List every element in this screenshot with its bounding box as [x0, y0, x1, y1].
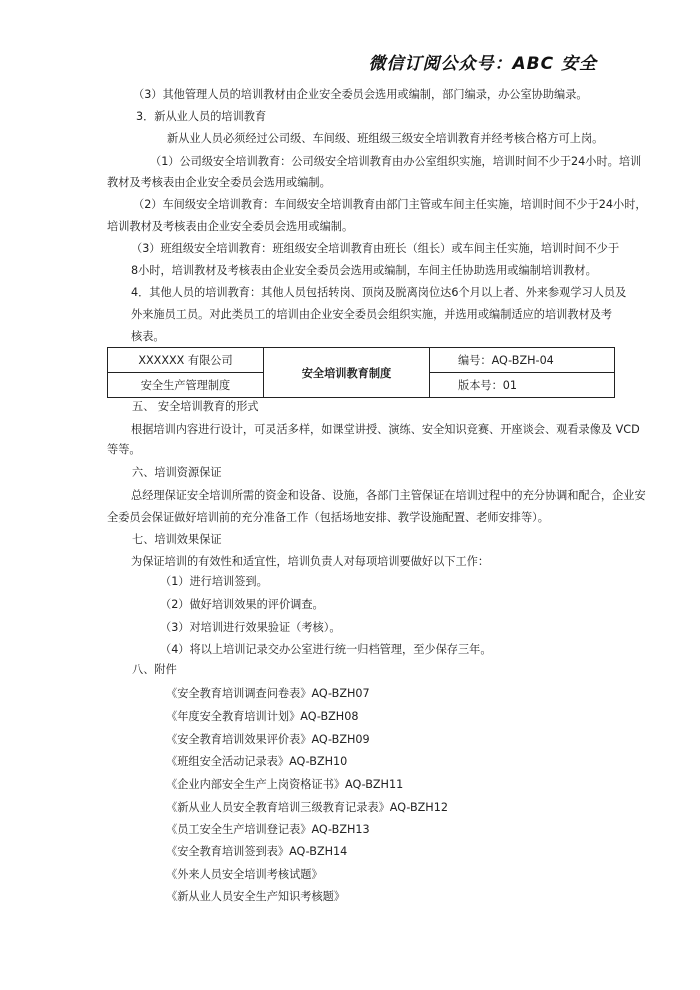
- paragraph-line: 4．其他人员的培训教育：其他人员包括转岗、顶岗及脱离岗位达6个月以上者、外来参观学习人员及: [131, 286, 627, 299]
- attachment-item: 《新从业人员安全教育培训三级教育记录表》AQ-BZH12: [166, 801, 448, 814]
- document-number-cell: 编号：AQ-BZH-04: [430, 348, 615, 373]
- watermark: 微信订阅公众号：ABC 安全: [368, 54, 597, 74]
- list-item: （1）进行培训签到。: [160, 575, 268, 588]
- attachment-item: 《安全教育培训效果评价表》AQ-BZH09: [166, 733, 370, 746]
- paragraph-line: 总经理保证安全培训所需的资金和设备、设施，各部门主管保证在培训过程中的充分协调和配合，企业安: [131, 489, 646, 502]
- version-cell: 版本号：01: [430, 373, 615, 398]
- paragraph-line: 根据培训内容进行设计，可灵活多样，如课堂讲授、演练、安全知识竞赛、开座谈会、观看录像及 VCD: [131, 423, 640, 436]
- list-item: （2）做好培训效果的评价调查。: [160, 598, 324, 611]
- paragraph-line: （1）公司级安全培训教育：公司级安全培训教育由办公室组织实施，培训时间不少于24小时。培训: [150, 155, 642, 168]
- attachment-item: 《安全教育培训调查问卷表》AQ-BZH07: [166, 687, 370, 700]
- section-heading: 五、 安全培训教育的形式: [132, 400, 259, 413]
- paragraph-line: 全委员会保证做好培训前的充分准备工作（包括场地安排、教学设施配置、老师安排等）。: [107, 511, 549, 524]
- section-heading: 七、培训效果保证: [132, 533, 222, 546]
- list-item: （3）对培训进行效果验证（考核）。: [160, 621, 341, 634]
- attachment-item: 《班组安全活动记录表》AQ-BZH10: [166, 755, 348, 768]
- company-cell: XXXXXX 有限公司: [108, 348, 264, 373]
- list-item: （4）将以上培训记录交办公室进行统一归档管理，至少保存三年。: [160, 643, 492, 656]
- section-heading: 八、附件: [132, 663, 177, 676]
- paragraph-line: 培训教材及考核表由企业安全委员会选用或编制。: [107, 220, 354, 233]
- section-heading: 六、培训资源保证: [132, 466, 222, 479]
- paragraph-line: 核表。: [131, 330, 165, 343]
- category-cell: 安全生产管理制度: [108, 373, 264, 398]
- attachment-item: 《新从业人员安全生产知识考核题》: [166, 890, 346, 903]
- paragraph-line: 外来施员工员。对此类员工的培训由企业安全委员会组织实施，并选用或编制适应的培训教材及考: [131, 308, 613, 321]
- document-title-cell: 安全培训教育制度: [264, 348, 430, 398]
- paragraph-line: （2）车间级安全培训教育：车间级安全培训教育由部门主管或车间主任实施，培训时间不少于24小时，: [133, 198, 647, 211]
- attachment-item: 《员工安全生产培训登记表》AQ-BZH13: [166, 823, 370, 836]
- document-header-table: [107, 347, 615, 398]
- paragraph-line: （3）其他管理人员的培训教材由企业安全委员会选用或编制，部门编录，办公室协助编录。: [133, 88, 588, 101]
- paragraph-line: 等等。: [107, 443, 141, 456]
- attachment-item: 《企业内部安全生产上岗资格证书》AQ-BZH11: [166, 778, 404, 791]
- attachment-item: 《外来人员安全培训考核试题》: [166, 868, 323, 881]
- paragraph-line: 8小时，培训教材及考核表由企业安全委员会选用或编制，车间主任协助选用或编制培训教材。: [131, 264, 597, 277]
- subheading: 3．新从业人员的培训教育: [136, 110, 267, 123]
- attachment-item: 《安全教育培训签到表》AQ-BZH14: [166, 845, 348, 858]
- paragraph-line: 新从业人员必须经过公司级、车间级、班组级三级安全培训教育并经考核合格方可上岗。: [167, 132, 604, 145]
- paragraph-line: 教材及考核表由企业安全委员会选用或编制。: [107, 176, 331, 189]
- paragraph-line: 为保证培训的有效性和适宜性，培训负责人对每项培训要做好以下工作：: [131, 555, 490, 568]
- paragraph-line: （3）班组级安全培训教育：班组级安全培训教育由班长（组长）或车间主任实施，培训时间不少于: [131, 242, 620, 255]
- attachment-item: 《年度安全教育培训计划》AQ-BZH08: [166, 710, 359, 723]
